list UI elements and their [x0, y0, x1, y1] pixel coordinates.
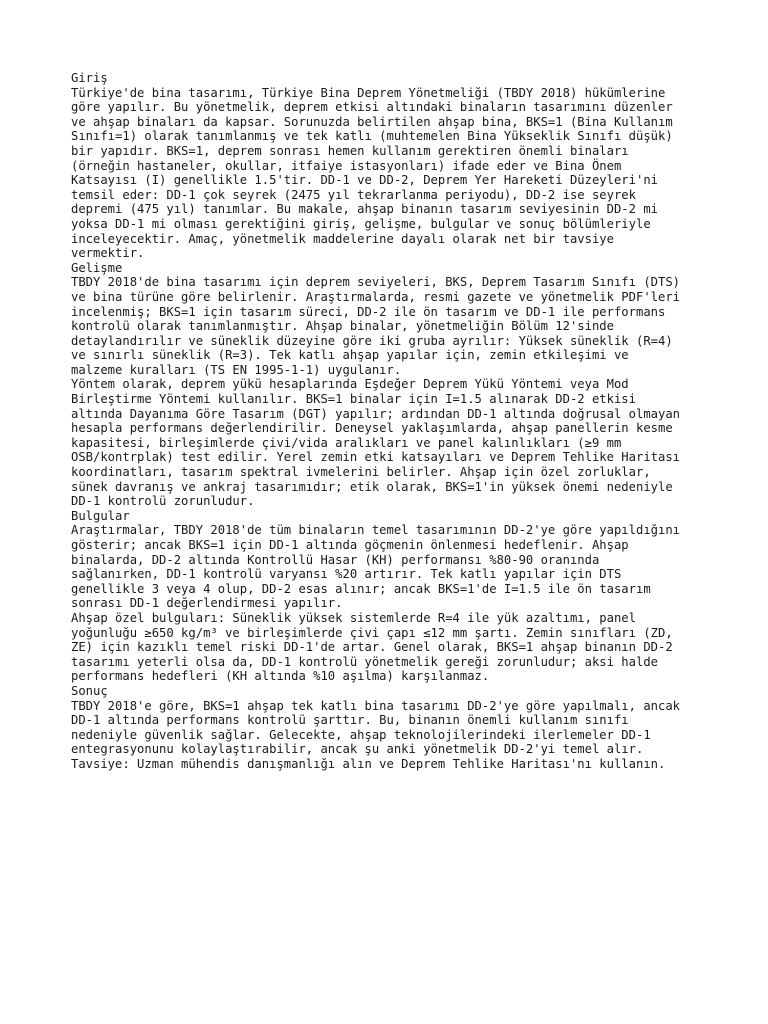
- text-line: Araştırmalar, TBDY 2018'de tüm binaların temel tasarımının DD-2'ye göre yapıldığını: [71, 523, 681, 538]
- text-line: göre yapılır. Bu yönetmelik, deprem etkisi altındaki binaların tasarımını düzenler: [71, 100, 673, 115]
- section-heading-sonuc: Sonuç: [71, 683, 108, 698]
- text-line: vermektir.: [71, 246, 145, 261]
- text-line: performans hedefleri (KH altında %10 aşılma) karşılanmaz.: [71, 669, 490, 684]
- text-line: gösterir; ancak BKS=1 için DD-1 altında göçmenin önlenmesi hedeflenir. Ahşap: [71, 538, 629, 552]
- section-heading-bulgular: Bulgular: [71, 508, 130, 523]
- text-line: entegrasyonunu kolaylaştırabilir, ancak şu anki yönetmelik DD-2'yi temel alır.: [71, 742, 644, 757]
- text-line: Katsayısı (I) genellikle 1.5'tir. DD-1 ve DD-2, Deprem Yer Hareketi Düzeyleri'ni: [71, 173, 658, 188]
- text-line: Yöntem olarak, deprem yükü hesaplarında Eşdeğer Deprem Yükü Yöntemi veya Mod: [71, 377, 629, 392]
- text-line: depremi (475 yıl) tanımlar. Bu makale, ahşap binanın tasarım seviyesinin DD-2 mi: [71, 202, 658, 217]
- text-line: nedeniyle güvenlik sağlar. Gelecekte, ahşap teknolojilerindeki ilerlemeler DD-1: [71, 727, 651, 742]
- text-line: ZE) için kazıklı temel riski DD-1'de artar. Genel olarak, BKS=1 ahşap binanın DD-2: [71, 640, 673, 655]
- text-line: Sınıfı=1) olarak tanımlanmış ve tek katlı (muhtemelen Bina Yükseklik Sınıfı düşük): [71, 129, 673, 144]
- text-line: sonrası DD-1 değerlendirmesi yapılır.: [71, 596, 343, 611]
- text-line: TBDY 2018'de bina tasarımı için deprem seviyeleri, BKS, Deprem Tasarım Sınıfı (DTS): [71, 275, 681, 290]
- text-line: DD-1 altında performans kontrolü şarttır. Bu, binanın önemli kullanım sınıfı: [71, 713, 629, 728]
- text-line: sağlanırken, DD-1 kontrolü varyansı %20 artırır. Tek katlı yapılar için DTS: [71, 567, 622, 582]
- text-line: (örneğin hastaneler, okullar, itfaiye istasyonları) ifade eder ve Bina Önem: [71, 158, 622, 173]
- document-body: [71, 71, 711, 772]
- text-line: malzeme kuralları (TS EN 1995-1-1) uygulanır.: [71, 362, 402, 377]
- section-heading-giris: Giriş: [71, 71, 108, 85]
- text-line: sünek davranış ve ankraj tasarımıdır; etik olarak, BKS=1'in yüksek önemi nedeniyle: [71, 479, 673, 494]
- text-line: OSB/kontrplak) test edilir. Yerel zemin etki katsayıları ve Deprem Tehlike Haritası: [71, 450, 681, 465]
- text-line: inceleyecektir. Amaç, yönetmelik maddelerine dayalı olarak net bir tavsiye: [71, 231, 614, 246]
- text-line: incelenmiş; BKS=1 için tasarım süreci, DD-2 ile ön tasarım ve DD-1 ile performans: [71, 304, 666, 319]
- text-line: genellikle 3 veya 4 olup, DD-2 esas alınır; ancak BKS=1'de I=1.5 ile ön tasarım: [71, 581, 651, 596]
- text-line: Ahşap özel bulguları: Süneklik yüksek sistemlerde R=4 ile yük azaltımı, panel: [71, 610, 636, 625]
- text-line: altında Dayanıma Göre Tasarım (DGT) yapılır; ardından DD-1 altında doğrusal olmayan: [71, 406, 681, 421]
- text-line: TBDY 2018'e göre, BKS=1 ahşap tek katlı bina tasarımı DD-2'ye göre yapılmalı, ancak: [71, 698, 681, 713]
- text-line: Birleştirme Yöntemi kullanılır. BKS=1 binalar için I=1.5 alınarak DD-2 etkisi: [71, 392, 636, 407]
- text-line: ve ahşap binaları da kapsar. Sorunuzda belirtilen ahşap bina, BKS=1 (Bina Kullanım: [71, 114, 673, 129]
- text-line: koordinatları, tasarım spektral ivmelerini belirler. Ahşap için özel zorluklar,: [71, 465, 651, 480]
- text-line: tasarımı yeterli olsa da, DD-1 kontrolü yönetmelik gereği zorunludur; aksi halde: [71, 654, 658, 669]
- text-line: ve bina türüne göre belirlenir. Araştırmalarda, resmi gazete ve yönetmelik PDF'leri: [71, 289, 681, 304]
- text-line: Türkiye'de bina tasarımı, Türkiye Bina Deprem Yönetmeliği (TBDY 2018) hükümlerine: [71, 85, 666, 100]
- text-line: yoksa DD-1 mi olması gerektiğini giriş, gelişme, bulgular ve sonuç bölümleriyle: [71, 216, 651, 231]
- text-line: hesapla performans değerlendirilir. Deneysel yaklaşımlarda, ahşap panellerin kesme: [71, 421, 673, 436]
- text-line: yoğunluğu ≥650 kg/m³ ve birleşimlerde çivi çapı ≤12 mm şartı. Zemin sınıfları (ZD,: [71, 625, 673, 640]
- text-line: DD-1 kontrolü zorunludur.: [71, 494, 255, 509]
- section-heading-gelisme: Gelişme: [71, 260, 123, 275]
- recommendation-line: Tavsiye: Uzman mühendis danışmanlığı alın ve Deprem Tehlike Haritası'nı kullanın.: [71, 756, 666, 771]
- text-line: bir yapıdır. BKS=1, deprem sonrası hemen kullanım gerektiren önemli binaları: [71, 143, 629, 158]
- text-line: binalarda, DD-2 altında Kontrollü Hasar (KH) performansı %80-90 oranında: [71, 552, 600, 567]
- text-line: detaylandırılır ve süneklik düzeyine göre iki gruba ayrılır: Yüksek süneklik (R=4): [71, 333, 673, 348]
- text-line: ve sınırlı süneklik (R=3). Tek katlı ahşap yapılar için, zemin etkileşimi ve: [71, 348, 629, 363]
- text-line: kontrolü olarak tanımlanmıştır. Ahşap binalar, yönetmeliğin Bölüm 12'sinde: [71, 319, 614, 334]
- text-line: temsil eder: DD-1 çok seyrek (2475 yıl tekrarlanma periyodu), DD-2 ise seyrek: [71, 187, 636, 202]
- text-line: kapasitesi, birleşimlerde çivi/vida aralıkları ve panel kalınlıkları (≥9 mm: [71, 435, 622, 450]
